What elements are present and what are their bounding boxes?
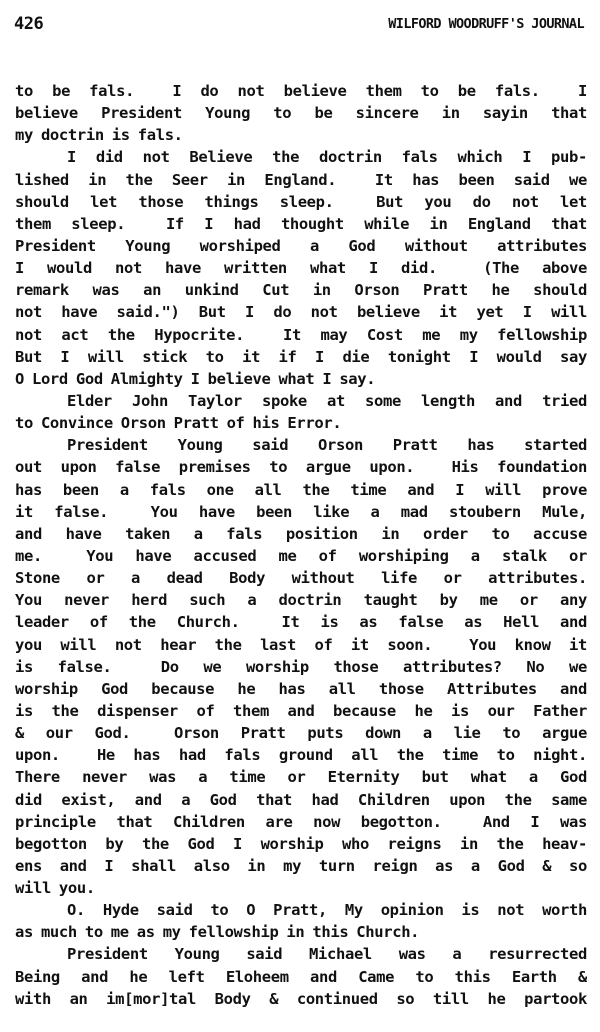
- text-line: President Young said Orson Pratt has started: [67, 436, 587, 455]
- text-line: did exist, and a God that had Children upon the same: [15, 790, 587, 809]
- text-line: & our God. Orson Pratt puts down a lie to argue: [15, 724, 587, 743]
- text-line: will you.: [15, 879, 95, 898]
- text-line: remark was an unkind Cut in Orson Pratt he should: [15, 281, 587, 300]
- text-line: I did not Believe the doctrin fals which I pub-: [67, 148, 587, 167]
- text-line: you will not hear the last of it soon. You know it: [15, 635, 587, 654]
- running-head: WILFORD WOODRUFF'S JOURNAL: [388, 16, 584, 32]
- text-line: principle that Children are now begotton. And I was: [15, 812, 587, 831]
- text-line: But I will stick to it if I die tonight I would say: [15, 347, 587, 366]
- text-line: You never herd such a doctrin taught by me or any: [15, 591, 587, 610]
- text-line: Stone or a dead Body without life or attributes.: [15, 569, 587, 588]
- text-line: has been a fals one all the time and I will prove: [15, 480, 587, 499]
- text-line: not have said.") But I do not believe it yet I will: [15, 303, 587, 322]
- text-line: Elder John Taylor spoke at some length and tried: [67, 391, 587, 410]
- text-line: not act the Hypocrite. It may Cost me my fellowship: [15, 325, 587, 344]
- text-line: upon. He has had fals ground all the time to night.: [15, 746, 587, 765]
- text-line: and have taken a fals position in order to accuse: [15, 524, 587, 543]
- text-line: ens and I shall also in my turn reign as a God & so: [15, 856, 587, 875]
- text-line: them sleep. If I had thought while in England that: [15, 214, 587, 233]
- text-line: leader of the Church. It is as false as Hell and: [15, 613, 587, 632]
- text-line: worship God because he has all those Attributes and: [15, 679, 587, 698]
- journal-text-body: [15, 80, 587, 1010]
- text-line: to Convince Orson Pratt of his Error.: [15, 414, 342, 433]
- text-line: There never was a time or Eternity but what a God: [15, 768, 587, 787]
- text-line: O Lord God Almighty I believe what I say.: [15, 369, 376, 388]
- page-number: 426: [14, 14, 44, 34]
- text-line: believe President Young to be sincere in sayin that: [15, 104, 587, 123]
- text-line: Being and he left Eloheem and Came to this Earth &: [15, 967, 587, 986]
- text-line: it false. You have been like a mad stoubern Mule,: [15, 502, 587, 521]
- text-line: President Young said Michael was a resurrected: [67, 945, 587, 964]
- text-line: O. Hyde said to O Pratt, My opinion is not worth: [67, 901, 587, 920]
- text-line: lished in the Seer in England. It has been said we: [15, 170, 587, 189]
- text-line: to be fals. I do not believe them to be fals. I: [15, 82, 587, 100]
- text-line: begotton by the God I worship who reigns in the heav-: [15, 834, 587, 853]
- text-line: as much to me as my fellowship in this Church.: [15, 923, 420, 942]
- text-line: is the dispenser of them and because he is our Father: [15, 701, 587, 720]
- text-line: should let those things sleep. But you do not let: [15, 192, 587, 211]
- text-line: my doctrin is fals.: [15, 126, 183, 145]
- text-line: is false. Do we worship those attributes? No we: [15, 657, 587, 676]
- page-header: [14, 14, 584, 38]
- text-line: I would not have written what I did. (The above: [15, 259, 587, 278]
- text-line: out upon false premises to argue upon. His foundation: [15, 458, 587, 477]
- text-line: with an im[mor]tal Body & continued so till he partook: [15, 989, 587, 1008]
- text-line: President Young worshiped a God without attributes: [15, 236, 587, 255]
- text-line: me. You have accused me of worshiping a stalk or: [15, 546, 587, 565]
